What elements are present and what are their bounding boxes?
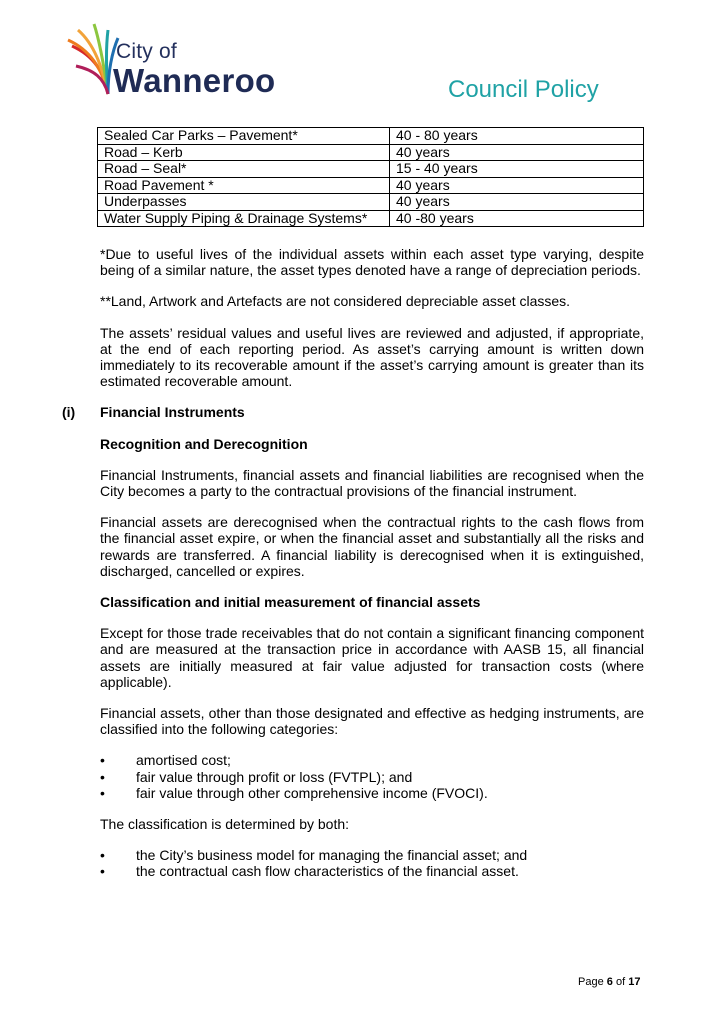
asset-type-cell: Underpasses	[98, 194, 390, 211]
page-footer	[578, 976, 640, 988]
categories-list	[100, 752, 644, 801]
doc-type-title: Council Policy	[448, 76, 599, 103]
page-number: 6	[606, 976, 613, 988]
asset-type-cell: Road Pavement *	[98, 177, 390, 194]
list-item: • the contractual cash flow characteristics of the financial asset.	[100, 863, 519, 880]
asset-type-cell: Sealed Car Parks – Pavement*	[98, 128, 390, 145]
determinants-list	[100, 847, 644, 879]
logo-line2: Wanneroo	[113, 62, 276, 99]
table-row	[98, 144, 644, 161]
asset-type-cell: Road – Seal*	[98, 161, 390, 178]
city-logo	[64, 22, 304, 102]
footnote-non-depreciable: **Land, Artwork and Artefacts are not considered depreciable asset classes.	[100, 293, 571, 310]
asset-type-cell: Water Supply Piping & Drainage Systems*	[98, 210, 390, 227]
of-label: of	[615, 976, 626, 988]
list-item: • fair value through profit or loss (FVTPL); and	[100, 768, 413, 785]
useful-life-cell: 40 years	[390, 144, 644, 161]
bullet-icon: •	[100, 768, 105, 785]
paragraph-classification-basis: The classification is determined by both:	[100, 816, 350, 833]
list-item: • fair value through other comprehensive income (FVOCI).	[100, 784, 488, 801]
table-row	[98, 128, 644, 145]
useful-life-cell: 40 years	[390, 177, 644, 194]
bullet-icon: •	[100, 847, 105, 864]
paragraph-recognition: Financial Instruments, financial assets and financial liabilities are recognised when the City becomes a party to the contractual provisions of the financial instrument.	[100, 466, 644, 500]
bullet-icon: •	[100, 863, 105, 880]
section-heading	[62, 404, 644, 421]
useful-life-cell: 15 - 40 years	[390, 161, 644, 178]
useful-life-cell: 40 years	[390, 194, 644, 211]
section-number: (i)	[62, 404, 76, 421]
asset-type-cell: Road – Kerb	[98, 144, 390, 161]
document-body	[62, 246, 644, 895]
page-total: 17	[628, 976, 641, 988]
table-row	[98, 161, 644, 178]
subheading-recognition: Recognition and Derecognition	[100, 435, 308, 452]
table-row	[98, 194, 644, 211]
list-item: • amortised cost;	[100, 752, 231, 769]
useful-life-cell: 40 -80 years	[390, 210, 644, 227]
useful-life-cell: 40 - 80 years	[390, 128, 644, 145]
paragraph-categories-intro: Financial assets, other than those designated and effective as hedging instruments, are classified into the following categories:	[100, 705, 644, 738]
bullet-icon: •	[100, 752, 105, 769]
subheading-classification: Classification and initial measurement of financial assets	[100, 594, 481, 611]
page-label: Page	[578, 976, 604, 988]
logo-line1: City of	[116, 40, 177, 63]
table-row	[98, 177, 644, 194]
section-title: Financial Instruments	[100, 404, 245, 421]
asset-life-table	[97, 127, 644, 227]
paragraph-initial-measurement: Except for those trade receivables that do not contain a significant financing component and are measured at the transaction price in accordance with AASB 15, all financial assets are initially measured at fair value adjusted for transaction costs (where applicable).	[100, 625, 644, 690]
list-item: • the City’s business model for managing the financial asset; and	[100, 847, 528, 864]
bullet-icon: •	[100, 784, 105, 801]
table-row	[98, 210, 644, 227]
paragraph-derecognition: Financial assets are derecognised when the contractual rights to the cash flows from the financial asset expire, or when the financial asset and substantially all the risks and rewards are transferred. A financial liability is derecognised when it is extinguished, discharged, cancelled or expires.	[100, 514, 644, 579]
residual-values-paragraph: The assets’ residual values and useful lives are reviewed and adjusted, if appropriate, at the end of each reporting period. As asset’s carrying amount is written down immediately to its recoverable amount if the asset’s carrying amount is greater than its estimated recoverable amount.	[100, 324, 644, 390]
footnote-depreciation: *Due to useful lives of the individual assets within each asset type varying, despite being of a similar nature, the asset types denoted have a range of depreciation periods.	[100, 246, 644, 279]
